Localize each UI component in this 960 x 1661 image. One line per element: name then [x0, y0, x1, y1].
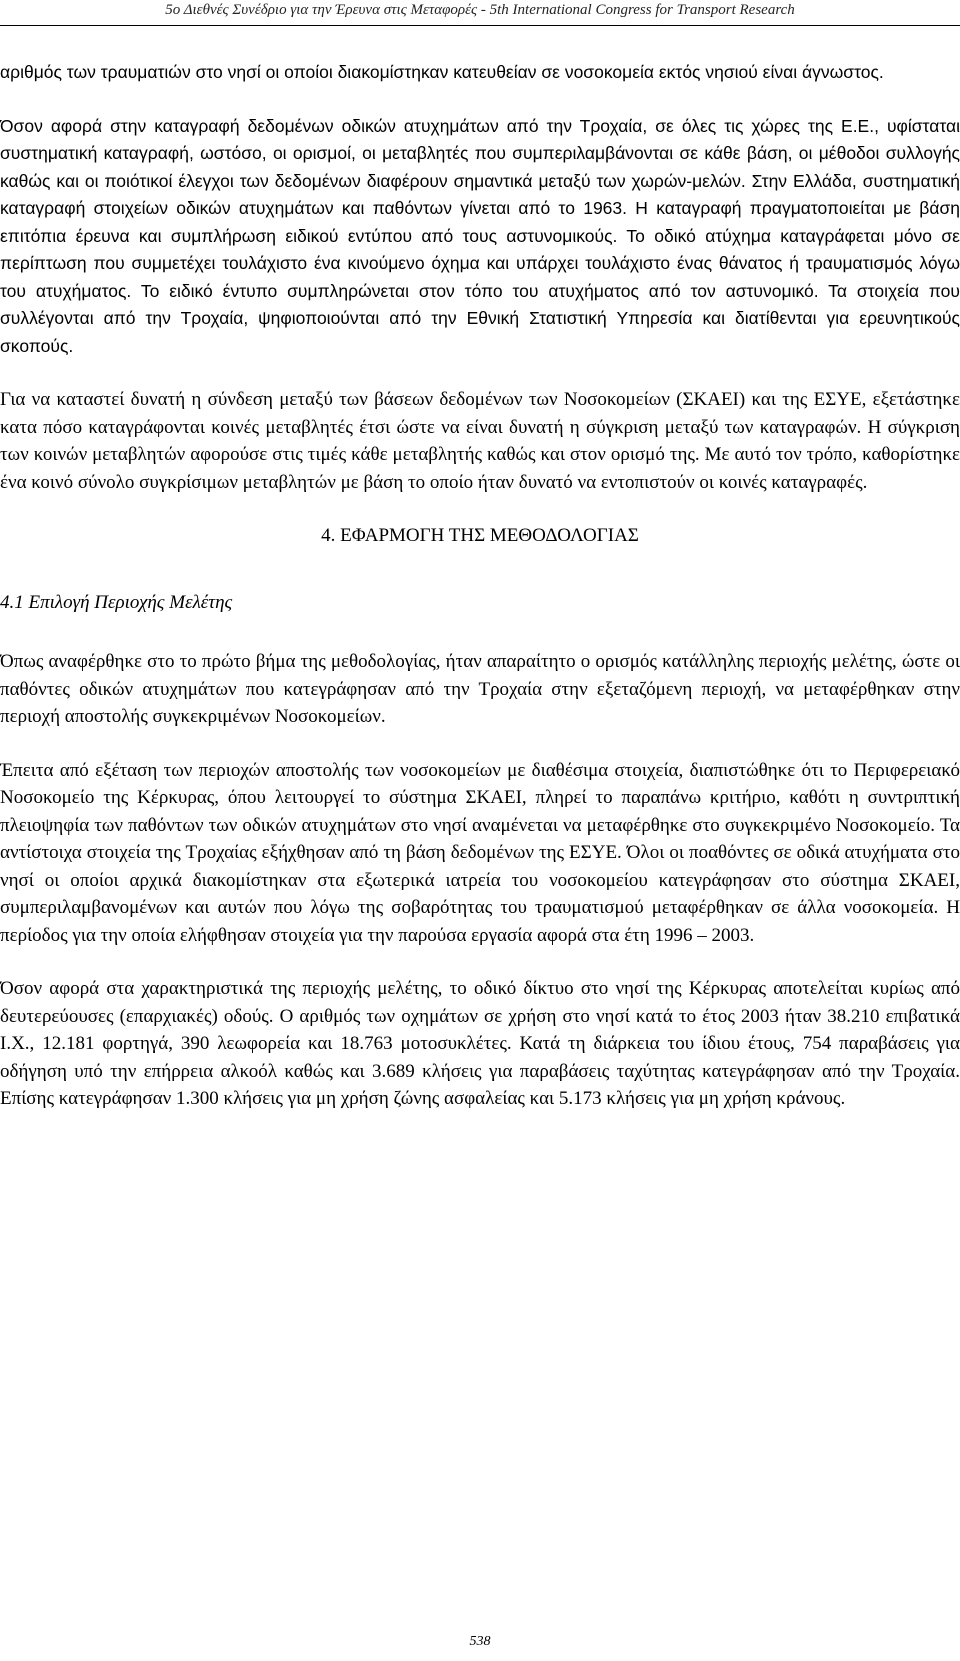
header-divider [0, 25, 960, 26]
running-header: 5ο Διεθνές Συνέδριο για την Έρευνα στις Μεταφορές - 5th International Congress for Transport Research [165, 2, 795, 18]
paragraph-study-area-characteristics: Όσον αφορά στα χαρακτηριστικά της περιοχής μελέτης, το οδικό δίκτυο στο νησί της Κέρκυρας αποτελείται κυρίως από δευτερεύουσες (επαρχιακές) οδούς. Ο αριθμός των οχημάτων σε χρήση στο νησί κατά το έτος 2003 ήταν 38.210 επιβατικά Ι.Χ., 12.181 φορτηγά, 390 λεωφορεία και 18.763 μοτοσυκλέτες. Κατά τη διάρκεια του ίδιου έτους, 754 παραβάσεις για οδήγηση υπό την επήρρεια αλκοόλ καθώς και 3.689 κλήσεις για παραβάσεις ταχύτητας κατεγράφησαν από την Τροχαία. Επίσης κατεγράφησαν 1.300 κλήσεις για μη χρήση ζώνης ασφαλείας και 5.173 κλήσεις για μη χρήση κράνους. [0, 978, 960, 1109]
subsection-heading: 4.1 Επιλογή Περιοχής Μελέτης [0, 592, 233, 613]
paragraph-database-linkage: Για να καταστεί δυνατή η σύνδεση μεταξύ των βάσεων δεδομένων των Νοσοκομείων (ΣΚΑΕΙ) και της ΕΣΥΕ, εξετάστηκε κατα πόσο καταγράφονται κοινές μεταβλητές έτσι ώστε να είναι δυνατή η σύγκριση μεταξύ των καταγραφών. Η σύγκριση των κοινών μεταβλητών αφορούσε στις τιμές κάθε μεταβλητής καθώς και στον ορισμό της. Με αυτό τον τρόπο, καθορίστηκε ένα κοινό σύνολο συγκρίσιμων μεταβλητών με βάση το οποίο ήταν δυνατό να εντοπιστούν οι κοινές καταγραφές. [0, 389, 960, 493]
section-heading: 4. ΕΦΑΡΜΟΓΗ ΤΗΣ ΜΕΘΟΔΟΛΟΓΙΑΣ [321, 525, 639, 546]
paragraph-study-area-definition: Όπως αναφέρθηκε στο το πρώτο βήμα της μεθοδολογίας, ήταν απαραίτητο ο ορισμός κατάλληλης περιοχής μελέτης, ώστε οι παθόντες οδικών ατυχημάτων που κατεγράφησαν από την Τροχαία στην εξεταζόμενη περιοχή, να μεταφέρθηκαν στην περιοχή αποστολής συγκεκριμένων Νοσοκομείων. [0, 651, 960, 727]
page-number: 538 [469, 1634, 491, 1649]
page-body [0, 59, 960, 1139]
paragraph-injured-transfer: αριθμός των τραυματιών στο νησί οι οποίοι διακομίστηκαν κατευθείαν σε νοσοκομεία εκτός νησιού είναι άγνωστος. [0, 62, 884, 82]
paragraph-police-recording: Όσον αφορά στην καταγραφή δεδομένων οδικών ατυχημάτων από την Τροχαία, σε όλες τις χώρες της Ε.Ε., υφίσταται συστηματική καταγραφή, ωστόσο, οι ορισμοί, οι μεταβλητές που συμπεριλαμβάνονται σε κάθε βάση, οι μέθοδοι συλλογής καθώς και οι ποιότικοί έλεγχοι των δεδομένων διαφέρουν σημαντικά μεταξύ των χωρών-μελών. Στην Ελλάδα, συστηματική καταγραφή στοιχείων οδικών ατυχημάτων και παθόντων γίνεται από το 1963. Η καταγραφή πραγματοποιείται με βάση επιτόπια έρευνα και συμπλήρωση ειδικού εντύπου από τους αστυνομικούς. Το οδικό ατύχημα καταγράφεται μόνο σε περίπτωση που συμμετέχει τουλάχιστο ένα κινούμενο όχημα και υπάρχει τουλάχιστο ένας θάνατος ή τραυματισμός λόγω του ατυχήματος. Το ειδικό έντυπο συμπληρώνεται στον τόπο του ατυχήματος από τον αστυνομικό. Τα στοιχεία που συλλέγονται από την Τροχαία, ψηφιοποιούνται από την Εθνική Στατιστική Υπηρεσία και διατίθενται για ερευνητικούς σκοπούς. [0, 115, 960, 356]
paragraph-corfu-hospital: Έπειτα από εξέταση των περιοχών αποστολής των νοσοκομείων με διαθέσιμα στοιχεία, διαπιστώθηκε ότι το Περιφερειακό Νοσοκομείο της Κέρκυρας, όπου λειτουργεί το σύστημα ΣΚΑΕΙ, πληρεί το παραπάνω κριτήριο, καθότι η συντριπτική πλειοψηφία των παθόντων των οδικών ατυχημάτων στο νησί αναμένεται να μεταφέρθηκε στο συγκεκριμένο Νοσοκομείο. Τα αντίστοιχα στοιχεία της Τροχαίας εξήχθησαν από τη βάση δεδομένων της ΕΣΥΕ. Όλοι οι ποαθόντες σε οδικά ατυχήματα στο νησί οι οποίοι αρχικά διακομίστηκαν στα εξωτερικά ιατρεία του νοσοκομείου κατεγράφησαν στο σύστημα ΣΚΑΕΙ, συμπεριλαμβανομένων και αυτών που λόγω της σοβαρότητας του τραυματισμού μεταφέρθηκαν σε άλλα νοσοκομεία. Η περίοδος για την οποία ελήφθησαν στοιχεία για την παρούσα εργασία αφορά στα έτη 1996 – 2003. [0, 759, 960, 946]
